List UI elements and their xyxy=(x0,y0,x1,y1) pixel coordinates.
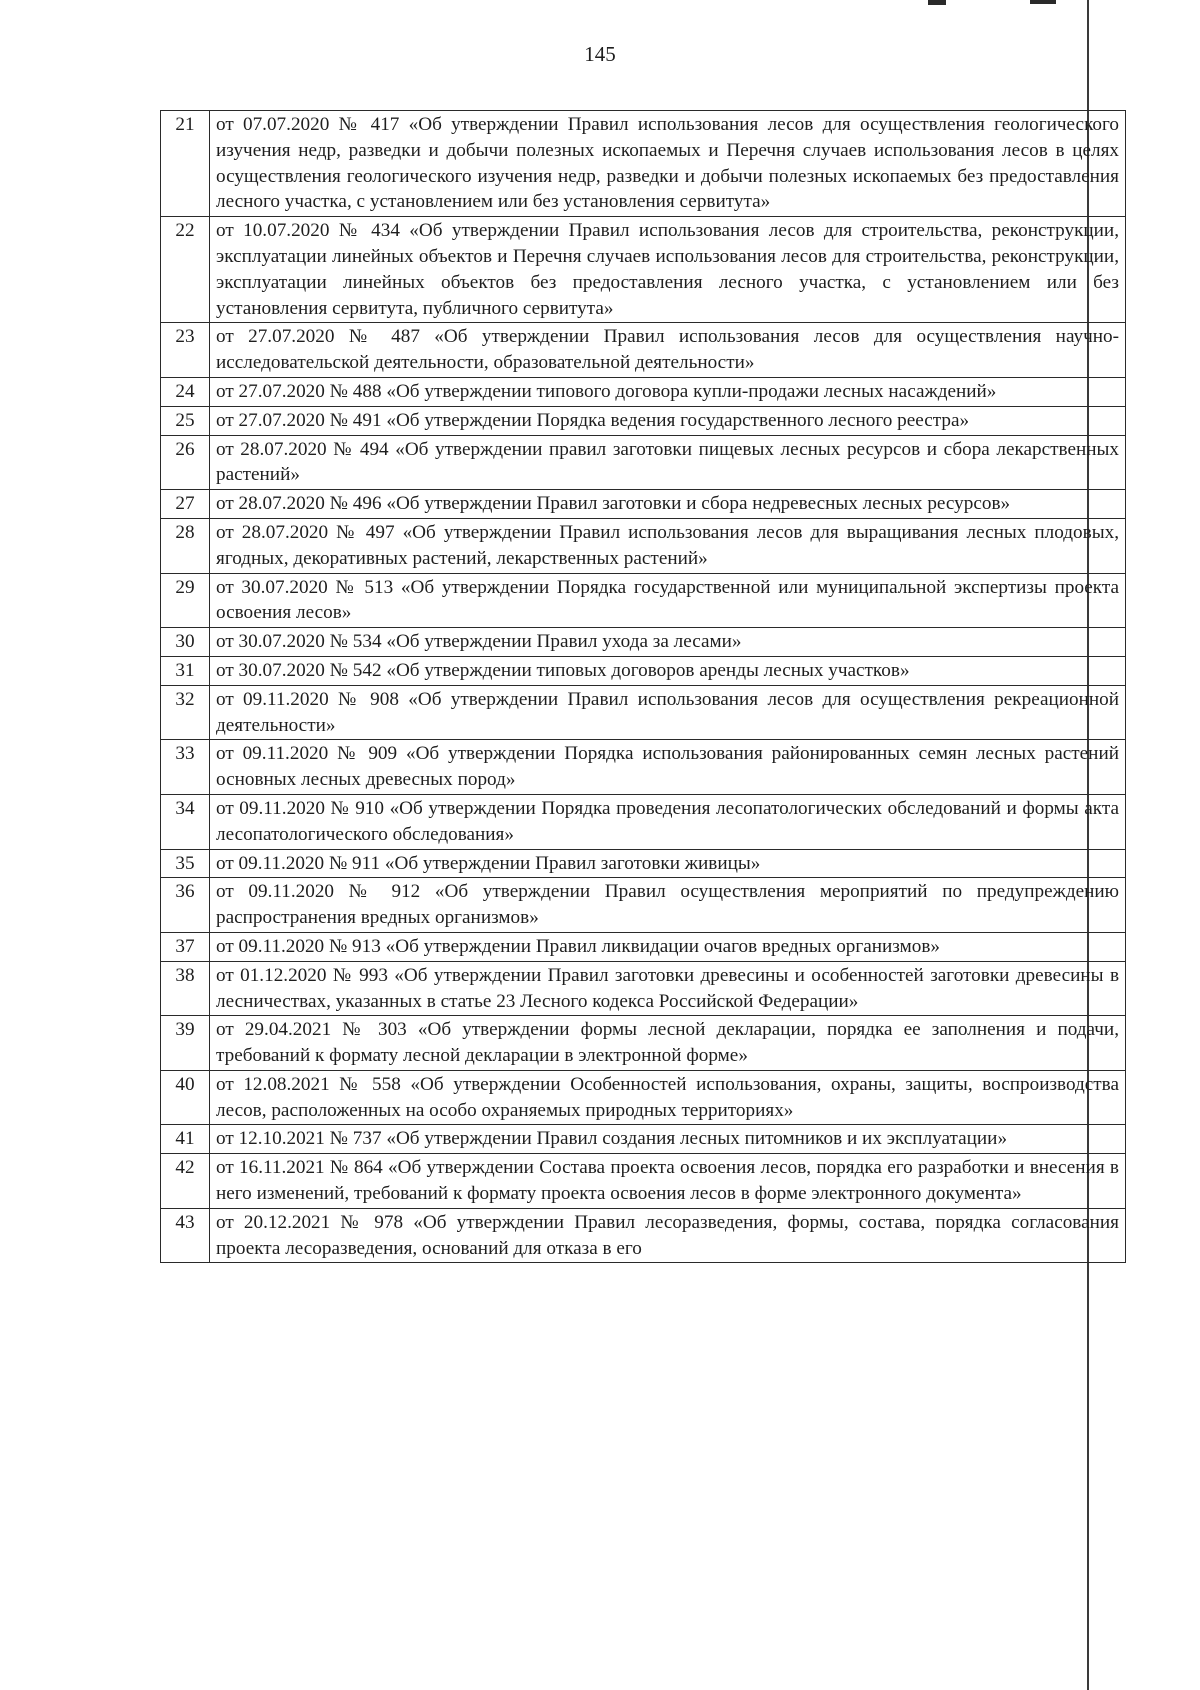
row-number: 24 xyxy=(161,377,210,406)
table-row xyxy=(161,1125,1126,1154)
row-number: 22 xyxy=(161,217,210,323)
act-description: от 28.07.2020 № 497 «Об утверждении Правил использования лесов для выращивания лесных плодовых, ягодных, декоративных растений, лекарственных растений» xyxy=(210,518,1126,573)
act-description: от 12.08.2021 № 558 «Об утверждении Особенностей использования, охраны, защиты, воспроизводства лесов, расположенных на особо охраняемых природных территориях» xyxy=(210,1070,1126,1125)
table-row xyxy=(161,573,1126,628)
page-number: 145 xyxy=(584,42,616,66)
act-description: от 12.10.2021 № 737 «Об утверждении Правил создания лесных питомников и их эксплуатации» xyxy=(210,1125,1126,1154)
table-row xyxy=(161,217,1126,323)
row-number: 25 xyxy=(161,406,210,435)
table-row xyxy=(161,656,1126,685)
row-number: 43 xyxy=(161,1208,210,1263)
row-number: 29 xyxy=(161,573,210,628)
row-number: 40 xyxy=(161,1070,210,1125)
act-description: от 30.07.2020 № 542 «Об утверждении типовых договоров аренды лесных участков» xyxy=(210,656,1126,685)
acts-table-body xyxy=(161,111,1126,1263)
act-description: от 16.11.2021 № 864 «Об утверждении Состава проекта освоения лесов, порядка его разработки и внесения в него изменений, требований к формату проекта освоения лесов в форме электронного документа» xyxy=(210,1154,1126,1209)
act-description: от 09.11.2020 № 912 «Об утверждении Правил осуществления мероприятий по предупреждению распространения вредных организмов» xyxy=(210,878,1126,933)
table-row xyxy=(161,323,1126,378)
row-number: 21 xyxy=(161,111,210,217)
act-description: от 09.11.2020 № 908 «Об утверждении Правил использования лесов для осуществления рекреационной деятельности» xyxy=(210,685,1126,740)
act-description: от 28.07.2020 № 496 «Об утверждении Правил заготовки и сбора недревесных лесных ресурсов» xyxy=(210,490,1126,519)
row-number: 28 xyxy=(161,518,210,573)
row-number: 41 xyxy=(161,1125,210,1154)
table-row xyxy=(161,406,1126,435)
act-description: от 30.07.2020 № 513 «Об утверждении Порядка государственной или муниципальной экспертизы проекта освоения лесов» xyxy=(210,573,1126,628)
table-row xyxy=(161,794,1126,849)
act-description: от 09.11.2020 № 911 «Об утверждении Правил заготовки живицы» xyxy=(210,849,1126,878)
table-row xyxy=(161,1016,1126,1071)
table-row xyxy=(161,961,1126,1016)
row-number: 23 xyxy=(161,323,210,378)
row-number: 27 xyxy=(161,490,210,519)
act-description: от 29.04.2021 № 303 «Об утверждении формы лесной декларации, порядка ее заполнения и подачи, требований к формату лесной декларации в электронной форме» xyxy=(210,1016,1126,1071)
act-description: от 27.07.2020 № 491 «Об утверждении Порядка ведения государственного лесного реестра» xyxy=(210,406,1126,435)
scan-mark xyxy=(928,0,946,5)
row-number: 39 xyxy=(161,1016,210,1071)
act-description: от 28.07.2020 № 494 «Об утверждении правил заготовки пищевых лесных ресурсов и сбора лекарственных растений» xyxy=(210,435,1126,490)
table-row xyxy=(161,518,1126,573)
table-row xyxy=(161,377,1126,406)
row-number: 32 xyxy=(161,685,210,740)
row-number: 30 xyxy=(161,628,210,657)
table-row xyxy=(161,490,1126,519)
row-number: 35 xyxy=(161,849,210,878)
row-number: 42 xyxy=(161,1154,210,1209)
row-number: 37 xyxy=(161,932,210,961)
act-description: от 01.12.2020 № 993 «Об утверждении Правил заготовки древесины и особенностей заготовки древесины в лесничествах, указанных в статье 23 Лесного кодекса Российской Федерации» xyxy=(210,961,1126,1016)
act-description: от 10.07.2020 № 434 «Об утверждении Правил использования лесов для строительства, реконструкции, эксплуатации линейных объектов и Перечня случаев использования лесов для строительства, реконструкции, эксплуатации линейных объектов без предоставления лесного участка, с установлением или без установления сервитута, публичного сервитута» xyxy=(210,217,1126,323)
act-description: от 09.11.2020 № 909 «Об утверждении Порядка использования районированных семян лесных растений основных лесных древесных пород» xyxy=(210,740,1126,795)
act-description: от 27.07.2020 № 488 «Об утверждении типового договора купли-продажи лесных насаждений» xyxy=(210,377,1126,406)
act-description: от 30.07.2020 № 534 «Об утверждении Правил ухода за лесами» xyxy=(210,628,1126,657)
table-row xyxy=(161,1154,1126,1209)
row-number: 33 xyxy=(161,740,210,795)
table-row xyxy=(161,932,1126,961)
table-row xyxy=(161,111,1126,217)
row-number: 36 xyxy=(161,878,210,933)
act-description: от 27.07.2020 № 487 «Об утверждении Правил использования лесов для осуществления научно-исследовательской деятельности, образовательной деятельности» xyxy=(210,323,1126,378)
acts-table xyxy=(160,110,1126,1263)
row-number: 31 xyxy=(161,656,210,685)
row-number: 38 xyxy=(161,961,210,1016)
table-row xyxy=(161,1070,1126,1125)
row-number: 26 xyxy=(161,435,210,490)
table-row xyxy=(161,740,1126,795)
table-row xyxy=(161,685,1126,740)
table-row xyxy=(161,435,1126,490)
scan-mark xyxy=(1030,0,1056,4)
act-description: от 09.11.2020 № 913 «Об утверждении Правил ликвидации очагов вредных организмов» xyxy=(210,932,1126,961)
act-description: от 07.07.2020 № 417 «Об утверждении Правил использования лесов для осуществления геологического изучения недр, разведки и добычи полезных ископаемых и Перечня случаев использования лесов в целях осуществления геологического изучения недр, разведки и добычи полезных ископаемых без предоставления лесного участка, с установлением или без установления сервитута» xyxy=(210,111,1126,217)
table-row xyxy=(161,849,1126,878)
table-row xyxy=(161,628,1126,657)
row-number: 34 xyxy=(161,794,210,849)
act-description: от 09.11.2020 № 910 «Об утверждении Порядка проведения лесопатологических обследований и формы акта лесопатологического обследования» xyxy=(210,794,1126,849)
act-description: от 20.12.2021 № 978 «Об утверждении Правил лесоразведения, формы, состава, порядка согласования проекта лесоразведения, оснований для отказа в его xyxy=(210,1208,1126,1263)
table-row xyxy=(161,878,1126,933)
table-row xyxy=(161,1208,1126,1263)
